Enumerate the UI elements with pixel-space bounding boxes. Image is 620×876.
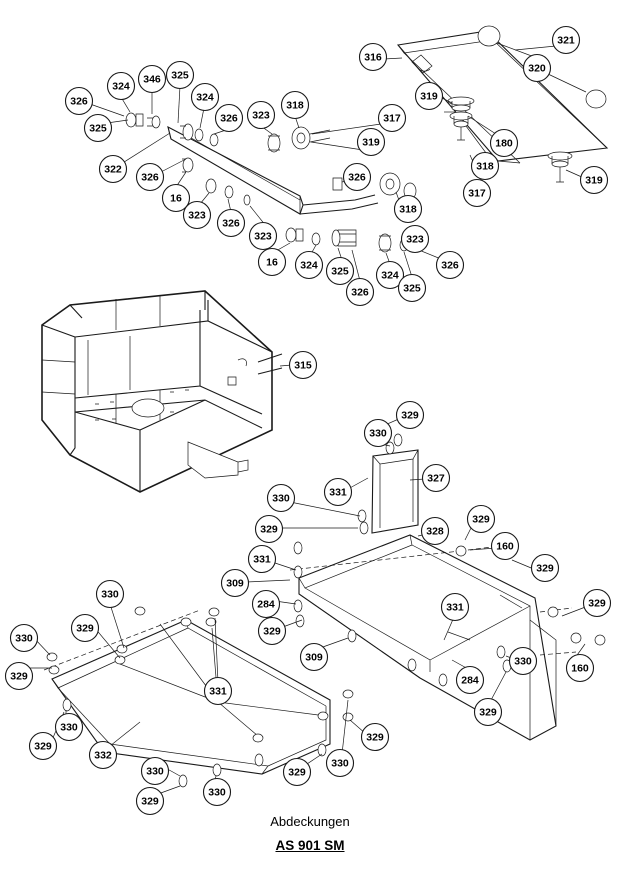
- callout-bubble-325: [167, 62, 194, 89]
- callout-bubble-16: [259, 249, 286, 276]
- callout-number: 329: [10, 670, 28, 683]
- callout-number: 329: [263, 625, 281, 638]
- callout-bubble-318: [282, 92, 309, 119]
- callout-number: 329: [366, 731, 384, 744]
- callout-number: 323: [252, 109, 270, 122]
- callout-number: 323: [254, 230, 272, 243]
- callout-number: 319: [585, 174, 603, 187]
- callout-number: 309: [226, 577, 244, 590]
- callout-number: 160: [496, 540, 514, 553]
- callout-number: 329: [76, 622, 94, 635]
- callout-number: 346: [143, 73, 161, 86]
- callout-number: 180: [495, 137, 513, 150]
- callout-bubble-323: [250, 223, 277, 250]
- callout-bubble-330: [11, 625, 38, 652]
- callout-number: 332: [94, 749, 112, 762]
- callout-number: 327: [427, 472, 445, 485]
- callout-bubble-317: [464, 180, 491, 207]
- callout-bubble-160: [492, 533, 519, 560]
- callout-number: 329: [141, 795, 159, 808]
- callout-number: 317: [383, 112, 401, 125]
- callout-number: 316: [364, 51, 382, 64]
- callout-number: 284: [257, 598, 275, 611]
- callout-bubble-326: [437, 252, 464, 279]
- page-title: Abdeckungen: [270, 814, 350, 829]
- callout-number: 322: [104, 163, 122, 176]
- callout-number: 324: [112, 80, 130, 93]
- callout-number: 323: [406, 233, 424, 246]
- callout-bubble-316: [360, 44, 387, 71]
- callout-bubble-322: [100, 156, 127, 183]
- callout-bubble-330: [204, 779, 231, 806]
- callout-bubble-328: [422, 518, 449, 545]
- callout-bubble-326: [347, 279, 374, 306]
- callout-bubble-331: [249, 546, 276, 573]
- callout-bubble-326: [216, 105, 243, 132]
- callout-bubble-319: [416, 83, 443, 110]
- callout-number: 330: [208, 786, 226, 799]
- callout-bubble-324: [108, 73, 135, 100]
- callout-number: 326: [220, 112, 238, 125]
- callout-number: 330: [331, 757, 349, 770]
- callout-bubble-324: [296, 252, 323, 279]
- callout-number: 309: [305, 651, 323, 664]
- callout-bubble-330: [365, 420, 392, 447]
- callout-bubble-329: [72, 615, 99, 642]
- callout-number: 329: [536, 562, 554, 575]
- callout-bubble-160: [567, 655, 594, 682]
- callout-bubble-327: [423, 465, 450, 492]
- callout-number: 329: [260, 523, 278, 536]
- callout-number: 16: [266, 256, 278, 269]
- callout-number: 318: [399, 203, 417, 216]
- callout-number: 325: [403, 282, 421, 295]
- callout-bubble-331: [442, 594, 469, 621]
- callout-number: 329: [588, 597, 606, 610]
- callout-number: 330: [101, 588, 119, 601]
- callout-bubble-329: [137, 788, 164, 815]
- callout-number: 326: [351, 286, 369, 299]
- callout-bubble-319: [358, 129, 385, 156]
- callout-number: 330: [272, 492, 290, 505]
- callout-bubble-330: [142, 758, 169, 785]
- callout-number: 330: [514, 655, 532, 668]
- callout-bubble-329: [259, 618, 286, 645]
- callout-bubble-318: [395, 196, 422, 223]
- callout-number: 329: [401, 409, 419, 422]
- callout-bubble-330: [56, 714, 83, 741]
- callout-bubble-329: [468, 506, 495, 533]
- assembly-chassis-frame-315: [42, 291, 282, 492]
- callout-number: 330: [146, 765, 164, 778]
- callout-bubble-329: [397, 402, 424, 429]
- callout-number: 331: [446, 601, 464, 614]
- callout-bubble-329: [584, 590, 611, 617]
- callout-bubble-315: [290, 352, 317, 379]
- callout-number: 318: [476, 160, 494, 173]
- callout-number: 330: [15, 632, 33, 645]
- callout-bubble-326: [218, 210, 245, 237]
- callout-number: 326: [441, 259, 459, 272]
- callout-bubble-329: [284, 759, 311, 786]
- callout-bubble-323: [402, 226, 429, 253]
- callout-number: 324: [381, 269, 399, 282]
- callout-bubble-346: [139, 66, 166, 93]
- callout-bubble-329: [30, 733, 57, 760]
- callout-number: 326: [348, 171, 366, 184]
- callout-bubble-284: [253, 591, 280, 618]
- callout-number: 329: [479, 706, 497, 719]
- callout-bubble-329: [475, 699, 502, 726]
- callout-bubble-326: [137, 164, 164, 191]
- callout-number: 325: [171, 69, 189, 82]
- callout-bubble-330: [97, 581, 124, 608]
- fastener-stack-319-right: [548, 152, 572, 182]
- callout-bubble-319: [581, 167, 608, 194]
- callout-bubble-324: [192, 84, 219, 111]
- callout-number: 317: [468, 187, 486, 200]
- callout-number: 331: [209, 685, 227, 698]
- callout-bubble-325: [399, 275, 426, 302]
- callout-number: 284: [461, 674, 479, 687]
- callout-number: 326: [141, 171, 159, 184]
- callout-number: 329: [472, 513, 490, 526]
- callout-bubble-180: [491, 130, 518, 157]
- callout-number: 318: [286, 99, 304, 112]
- callout-number: 320: [528, 62, 546, 75]
- callout-number: 330: [60, 721, 78, 734]
- callout-number: 329: [288, 766, 306, 779]
- callout-number: 331: [329, 486, 347, 499]
- callout-number: 319: [420, 90, 438, 103]
- callout-bubble-326: [344, 164, 371, 191]
- callout-number: 326: [222, 217, 240, 230]
- callout-bubble-320: [524, 55, 551, 82]
- callout-number: 160: [571, 662, 589, 675]
- callout-bubble-329: [532, 555, 559, 582]
- page-subtitle: AS 901 SM: [275, 838, 345, 853]
- callout-bubble-330: [327, 750, 354, 777]
- callout-number: 325: [89, 122, 107, 135]
- callout-number: 326: [70, 95, 88, 108]
- callout-number: 328: [426, 525, 444, 538]
- callout-number: 329: [34, 740, 52, 753]
- callout-number: 315: [294, 359, 312, 372]
- callout-bubble-321: [553, 27, 580, 54]
- callout-bubble-318: [472, 153, 499, 180]
- callout-bubble-325: [85, 115, 112, 142]
- callout-number: 323: [188, 209, 206, 222]
- callout-bubble-326: [66, 88, 93, 115]
- callout-bubble-330: [510, 648, 537, 675]
- callout-bubble-309: [222, 570, 249, 597]
- callout-number: 16: [170, 192, 182, 205]
- callout-number: 325: [331, 265, 349, 278]
- callout-bubble-323: [184, 202, 211, 229]
- callout-bubble-323: [248, 102, 275, 129]
- callout-bubble-331: [205, 678, 232, 705]
- callout-bubble-332: [90, 742, 117, 769]
- callout-bubble-329: [6, 663, 33, 690]
- callout-bubble-330: [268, 485, 295, 512]
- callout-bubble-284: [457, 667, 484, 694]
- callout-bubble-329: [362, 724, 389, 751]
- callout-bubble-309: [301, 644, 328, 671]
- callout-number: 331: [253, 553, 271, 566]
- callout-number: 324: [196, 91, 214, 104]
- callout-bubble-317: [379, 105, 406, 132]
- callout-bubble-331: [325, 479, 352, 506]
- callout-number: 321: [557, 34, 575, 47]
- callout-number: 319: [362, 136, 380, 149]
- callout-number: 324: [300, 259, 318, 272]
- callout-bubble-329: [256, 516, 283, 543]
- callout-number: 330: [369, 427, 387, 440]
- callout-bubble-325: [327, 258, 354, 285]
